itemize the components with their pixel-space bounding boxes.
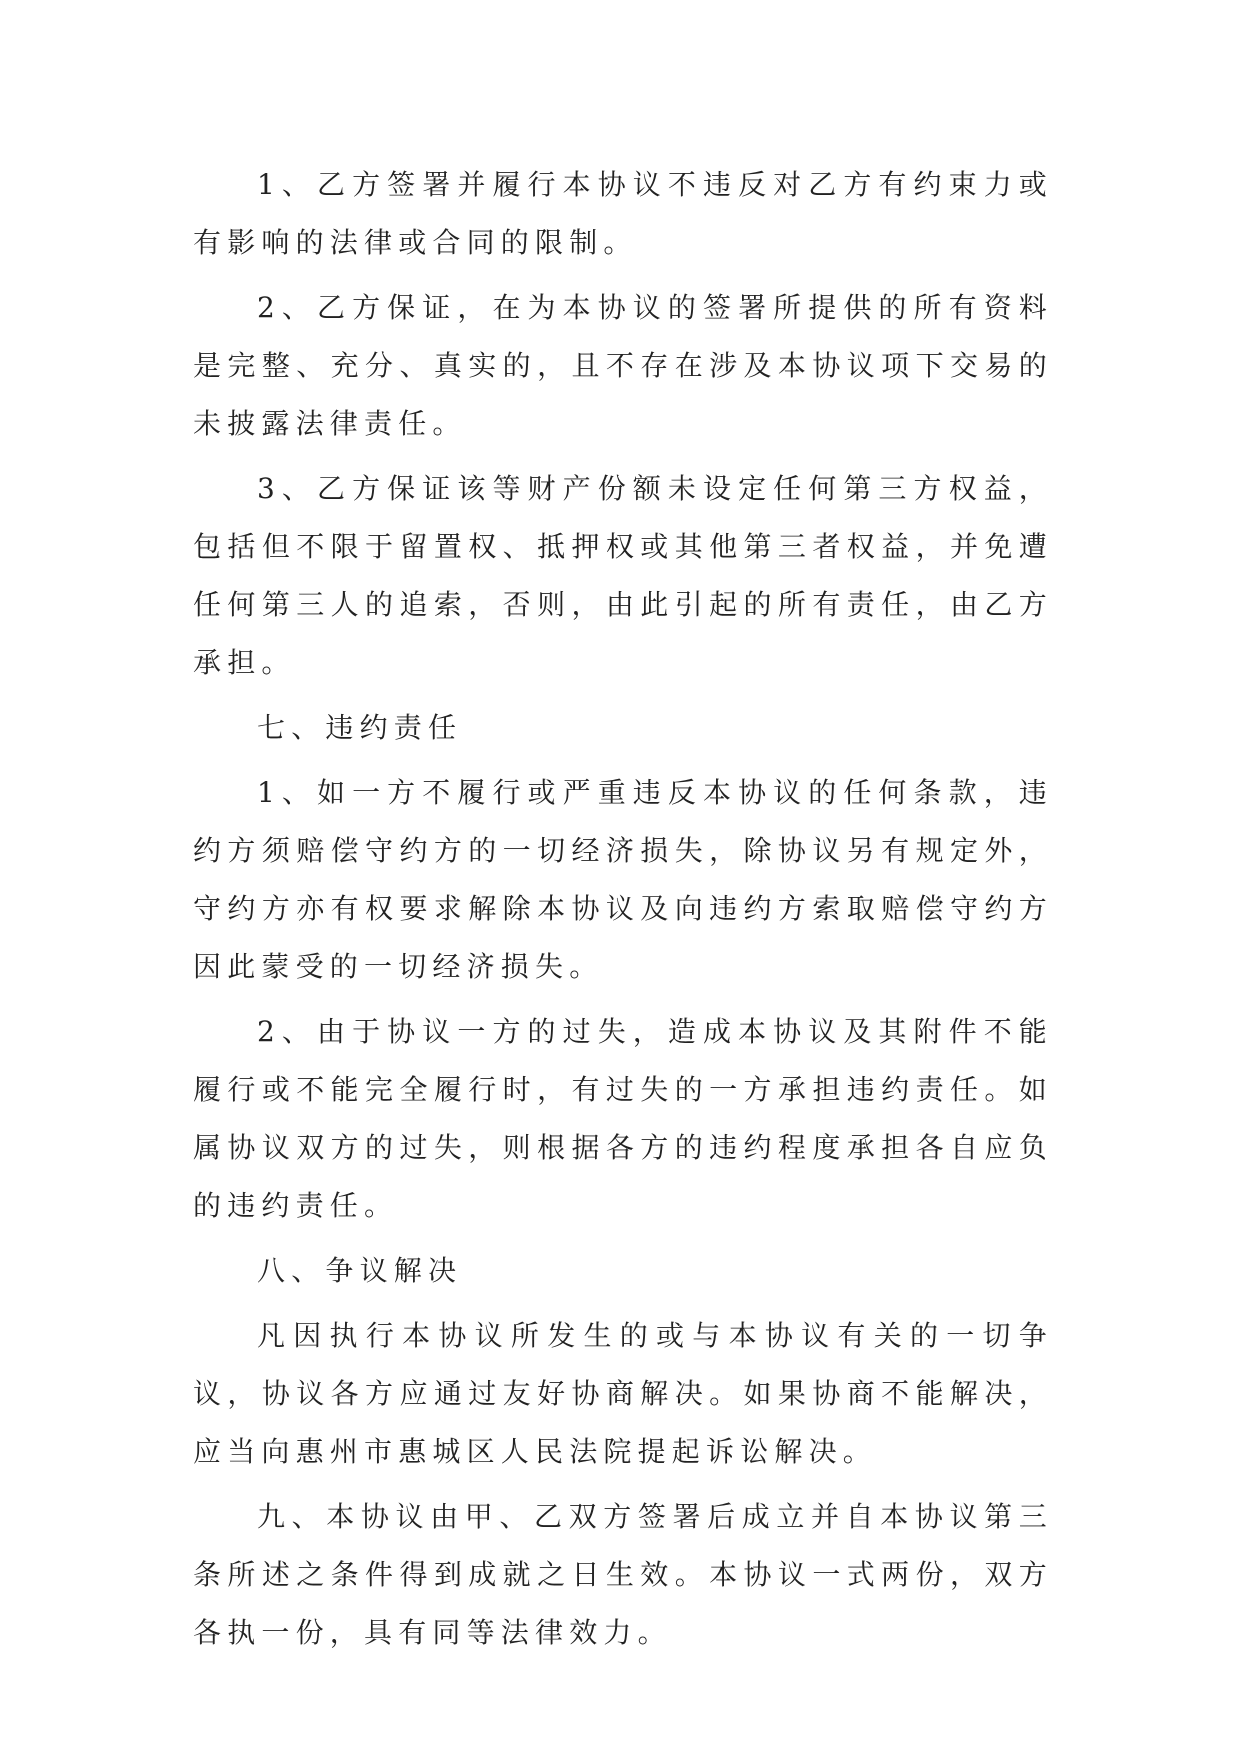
clause-paragraph: 2、由于协议一方的过失，造成本协议及其附件不能履行或不能完全履行时，有过失的一方承担违约责任。如属协议双方的过失，则根据各方的违约程度承担各自应负的违约责任。 [193,1015,1053,1222]
clause-paragraph: 凡因执行本协议所发生的或与本协议有关的一切争议，协议各方应通过友好协商解决。如果协商不能解决，应当向惠州市惠城区人民法院提起诉讼解决。 [193,1319,1053,1468]
clause-paragraph: 1、如一方不履行或严重违反本协议的任何条款，违约方须赔偿守约方的一切经济损失，除协议另有规定外，守约方亦有权要求解除本协议及向违约方索取赔偿守约方因此蒙受的一切经济损失。 [193,776,1053,983]
clause-paragraph: 2、乙方保证，在为本协议的签署所提供的所有资料是完整、充分、真实的，且不存在涉及本协议项下交易的未披露法律责任。 [193,291,1053,440]
section-heading: 八、争议解决 [257,1254,463,1287]
document-page [193,156,1053,1662]
clause-paragraph: 九、本协议由甲、乙双方签署后成立并自本协议第三条所述之条件得到成就之日生效。本协议一式两份，双方各执一份，具有同等法律效力。 [193,1500,1053,1649]
clause-paragraph: 3、乙方保证该等财产份额未设定任何第三方权益，包括但不限于留置权、抵押权或其他第三者权益，并免遭任何第三人的追索，否则，由此引起的所有责任，由乙方承担。 [193,472,1053,679]
clause-paragraph: 1、乙方签署并履行本协议不违反对乙方有约束力或有影响的法律或合同的限制。 [193,168,1053,259]
section-heading: 七、违约责任 [257,711,463,744]
